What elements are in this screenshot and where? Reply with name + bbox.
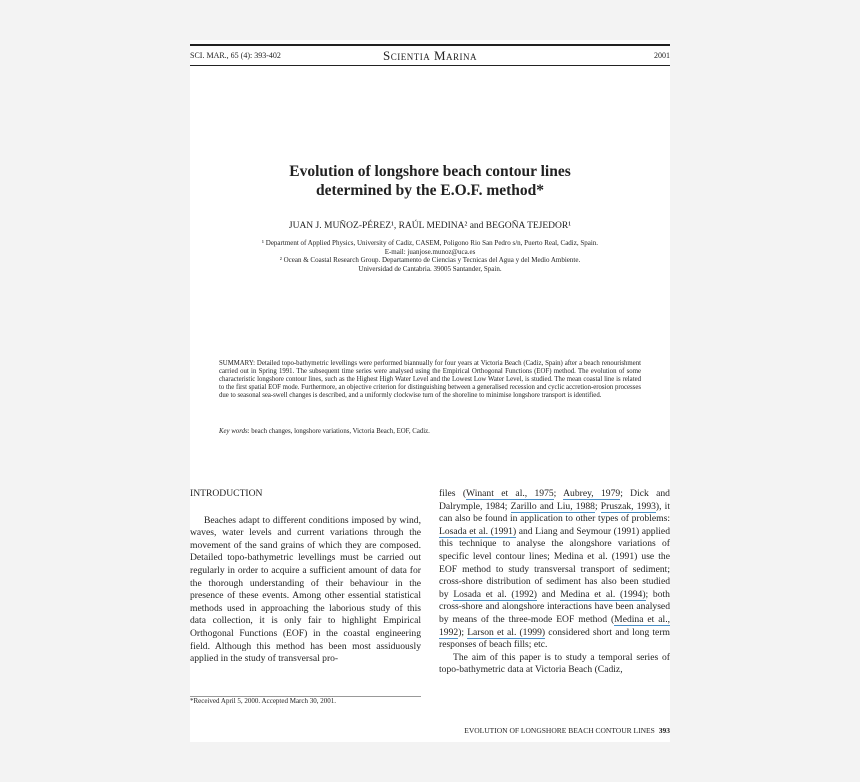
citation-link-winant[interactable]: Winant et al., 1975 — [466, 488, 554, 499]
journal-name: Scientia Marina — [382, 48, 478, 63]
citation-link-aubrey[interactable]: Aubrey, 1979 — [563, 488, 621, 499]
affiliation-2: ² Ocean & Coastal Research Group. Departamento de Ciencias y Tecnicas del Agua y del Medio Ambiente. — [279, 256, 581, 265]
citation-link-medina-1992[interactable]: Medina et al., 1992 — [439, 613, 670, 638]
citation-link-larson[interactable]: Larson et al. (1999) — [467, 626, 546, 638]
affiliations — [210, 239, 650, 274]
text-run: considered short and long term responses of beach fills; etc. — [439, 626, 670, 651]
journal-header — [190, 44, 670, 66]
keywords-label: Key words — [219, 428, 248, 435]
text-run: ; — [594, 500, 601, 512]
keywords-text: : beach changes, longshore variations, Victoria Beach, EOF, Cadiz. — [247, 428, 430, 435]
text-run: files ( — [439, 488, 467, 499]
footnote-text: *Received April 5, 2000. Accepted March 30, 2001. — [190, 697, 336, 705]
keywords — [219, 428, 641, 435]
citation-link-pruszak[interactable]: Pruszak, 1993 — [600, 500, 656, 512]
right-paragraph-1 — [439, 488, 670, 652]
affiliation-1: ¹ Department of Applied Physics, University of Cadiz, CASEM, Poligono Rio San Pedro s/n, Puerto Real, Cadiz, Spain. — [261, 239, 599, 247]
citation-link-losada-1991[interactable]: Losada et al. (1991) — [439, 525, 517, 537]
text-run: and Liang and Seymour (1991) applied this technique to analyse the alongshore variations of specific level contour lines; Medina et al. (1991) use the EOF method to study transversal transport of sediment; cross-shore distribution of sediment has also been studied by — [439, 525, 670, 600]
paper-page — [190, 40, 670, 742]
text-run: ), it can also be found in application to other types of problems: — [439, 500, 671, 525]
running-footer — [464, 726, 670, 735]
text-run: ); — [458, 626, 468, 638]
right-paragraph-2: The aim of this paper is to study a temporal series of topo-bathymetric data at Victoria Beach (Cadiz, — [439, 651, 670, 676]
abstract: SUMMARY: Detailed topo-bathymetric levellings were performed biannually for four years at Victoria Beach (Cadiz, Spain) after a beach renourishment carried out in Spring 1991. The subsequent time series were analysed using the Empirical Orthogonal Functions (EOF) method. The evolution of some characteristic longshore contour lines, such as the Highest High Water Level and the Lowest Low Water Level, is studied. The mean coastal line is related to the first spatial EOF mode. Furthermore, an objective criterion for distinguishing between a generalised recession and cyclic accretion-erosion processes due to seasonal sea-swell changes is described, and a uniformly clockwise turn of the shoreline to minimise longshore transport is identified. — [219, 360, 641, 400]
citation-link-losada-1992[interactable]: Losada et al. (1992) — [453, 588, 537, 600]
footnote — [190, 696, 421, 705]
intro-paragraph: Beaches adapt to different conditions imposed by wind, waves, water levels and current variations through the movement of the sand grains of which they are composed. Detailed topo-bathymetric levellings must be carried out regularly in order to acquire a sufficient amount of data for the thorough understanding of their behaviour in the presence of these events. Among other essential statistical methods used in approaching the laborious study of this data collection, it is only fair to highlight Empirical Orthogonal Functions (EOF) in the coastal engineering field. Although this method has been most assiduously applied in the study of transversal pro- — [190, 514, 421, 665]
affiliation-2-cont: Universidad de Cantabria. 39005 Santander, Spain. — [358, 265, 502, 274]
right-column — [439, 488, 670, 677]
citation-link-zarillo[interactable]: Zarillo and Liu, 1988 — [510, 500, 595, 512]
text-run: ; both cross-shore and alongshore interactions have been analysed by means of the three-mode EOF method ( — [439, 588, 670, 625]
affiliation-email: E-mail: juanjose.munoz@uca.es — [384, 247, 476, 256]
left-column — [190, 488, 421, 666]
title-line-1: Evolution of longshore beach contour lines — [289, 163, 571, 180]
text-run: ; Dick and Dalrymple, 1984; — [439, 488, 670, 512]
paper-title — [210, 162, 650, 200]
text-run: ; — [553, 488, 564, 499]
citation-link-medina-1994[interactable]: Medina et al. (1994) — [560, 588, 646, 600]
footer-title: EVOLUTION OF LONGSHORE BEACH CONTOUR LINES — [464, 726, 655, 735]
citation: SCI. MAR., 65 (4): 393-402 — [190, 51, 281, 60]
year: 2001 — [654, 51, 670, 60]
page-number: 393 — [658, 726, 670, 735]
authors: JUAN J. MUÑOZ-PÉREZ¹, RAÚL MEDINA² and BEGOÑA TEJEDOR¹ — [288, 221, 572, 231]
title-line-2: determined by the E.O.F. method* — [315, 182, 545, 199]
section-heading: INTRODUCTION — [190, 488, 263, 499]
text-run: and — [536, 588, 561, 600]
